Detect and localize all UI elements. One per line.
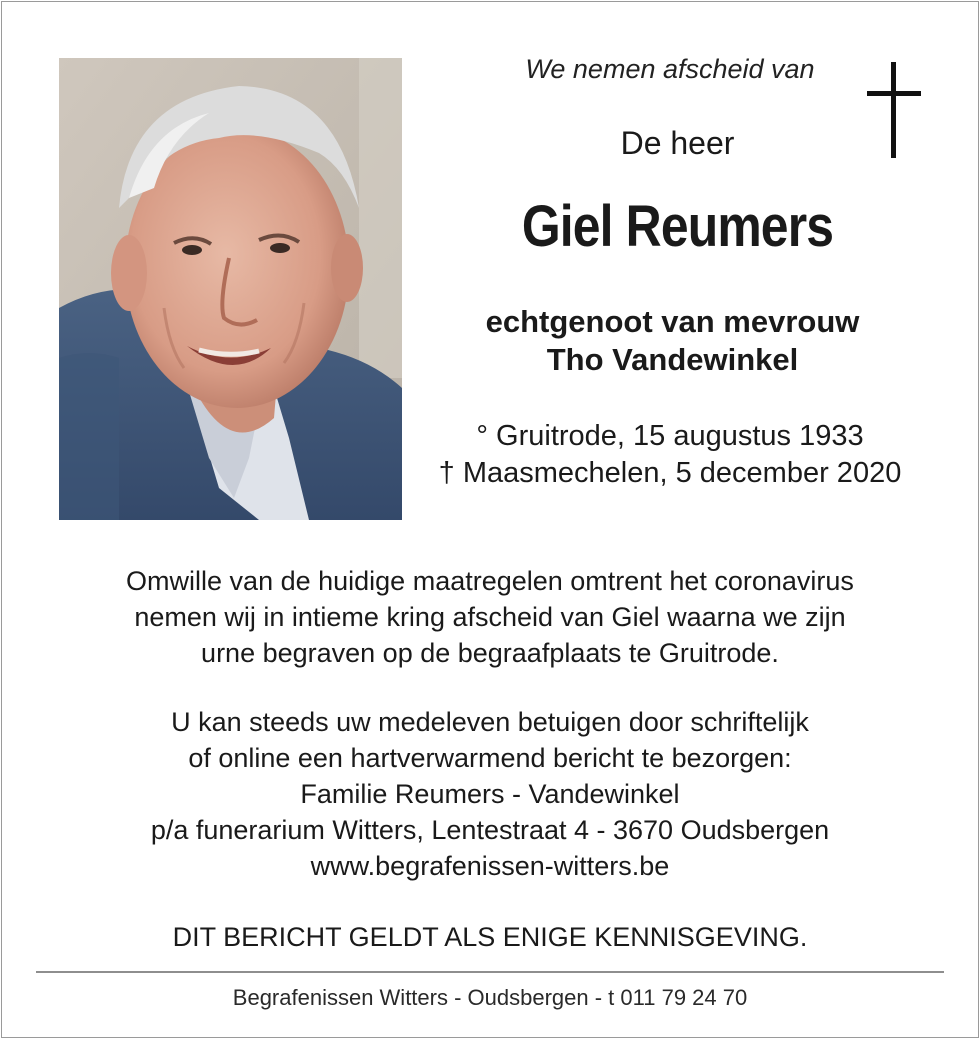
contact-address: p/a funerarium Witters, Lentestraat 4 - 3670 Oudsbergen: [150, 815, 830, 845]
message-line: urne begraven op de begraafplaats te Gruitrode.: [201, 638, 779, 668]
dates-block: [405, 418, 935, 492]
message-line: Omwille van de huidige maatregelen omtrent het coronavirus: [126, 566, 854, 596]
contact-family: Familie Reumers - Vandewinkel: [300, 779, 680, 809]
salutation: De heer: [620, 125, 735, 161]
birth-line: ° Gruitrode, 15 augustus 1933: [476, 420, 864, 452]
spouse-line: echtgenoot van mevrouw: [485, 304, 860, 339]
portrait-photo: [59, 58, 402, 520]
spouse-block: [420, 303, 925, 379]
spouse-name: Tho Vandewinkel: [546, 342, 799, 377]
message-paragraph: [20, 563, 960, 671]
contact-website: www.begrafenissen-witters.be: [310, 851, 670, 881]
message-line: nemen wij in intieme kring afscheid van Giel waarna we zijn: [134, 602, 846, 632]
contact-line: U kan steeds uw medeleven betuigen door schriftelijk: [171, 707, 809, 737]
contact-paragraph: [20, 704, 960, 884]
intro-text: We nemen afscheid van: [525, 54, 815, 84]
death-line: † Maasmechelen, 5 december 2020: [438, 457, 902, 489]
contact-line: of online een hartverwarmend bericht te bezorgen:: [188, 743, 792, 773]
portrait-image: [59, 58, 402, 520]
official-notice: DIT BERICHT GELDT ALS ENIGE KENNISGEVING.: [172, 922, 808, 952]
footer-text: Begrafenissen Witters - Oudsbergen - t 011 79 24 70: [232, 985, 748, 1010]
deceased-name: Giel Reumers: [521, 194, 834, 259]
divider: [36, 971, 944, 973]
